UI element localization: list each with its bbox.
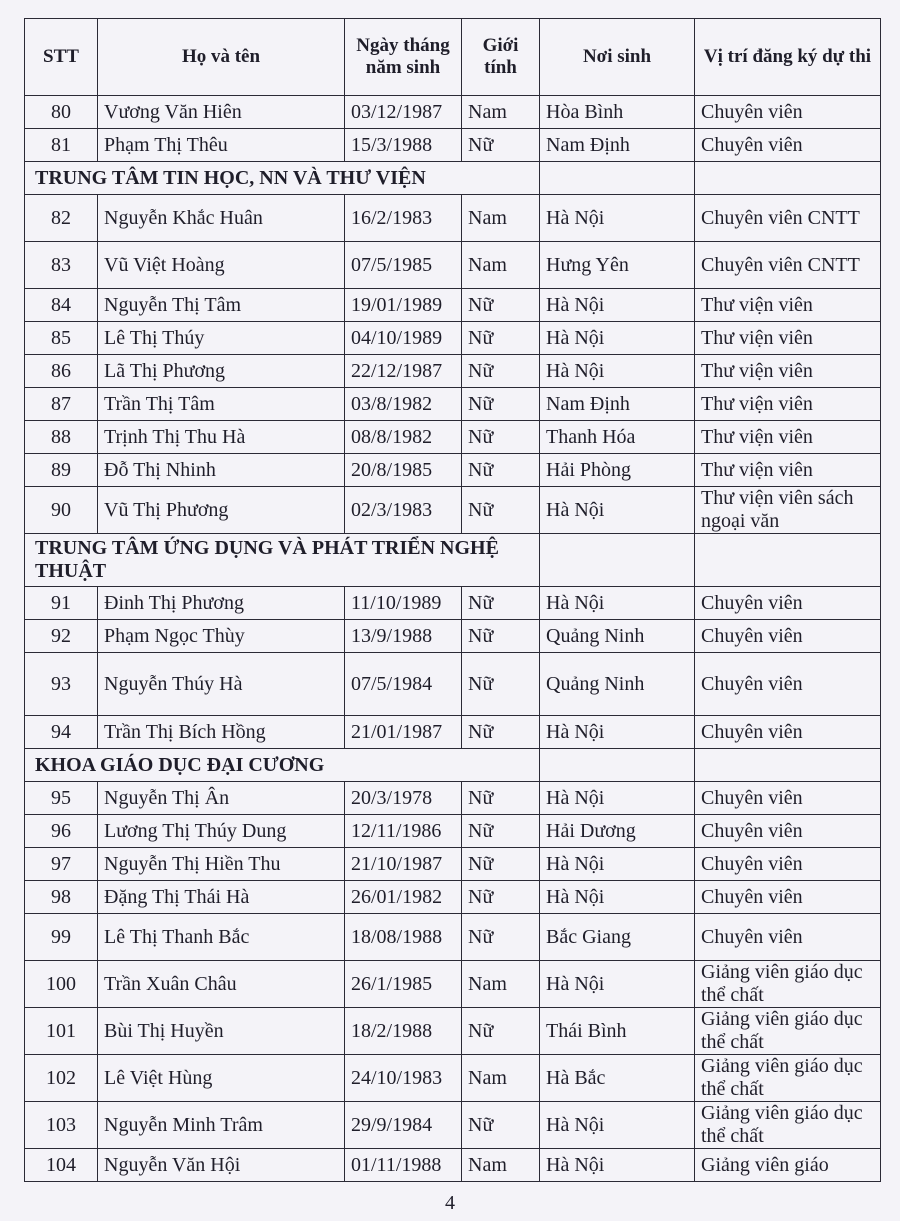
cell-stt: 100 <box>25 961 98 1008</box>
section-title: TRUNG TÂM TIN HỌC, NN VÀ THƯ VIỆN <box>25 162 540 195</box>
cell-stt: 93 <box>25 653 98 716</box>
cell-position: Giảng viên giáo dục thể chất <box>695 1055 881 1102</box>
table-row <box>25 1055 881 1102</box>
cell-stt: 94 <box>25 716 98 749</box>
table-row <box>25 653 881 716</box>
table-row <box>25 587 881 620</box>
cell-birthplace: Quảng Ninh <box>540 653 695 716</box>
cell-dob: 21/01/1987 <box>345 716 462 749</box>
cell-stt: 97 <box>25 848 98 881</box>
cell-birthplace: Hà Nội <box>540 782 695 815</box>
cell-birthplace: Thái Bình <box>540 1008 695 1055</box>
cell-gender: Nữ <box>462 487 540 534</box>
section-empty-birthplace <box>540 162 695 195</box>
cell-birthplace: Nam Định <box>540 129 695 162</box>
cell-stt: 84 <box>25 289 98 322</box>
table-body <box>25 96 881 1182</box>
table-row <box>25 487 881 534</box>
table-row <box>25 716 881 749</box>
cell-gender: Nam <box>462 1149 540 1182</box>
cell-position: Chuyên viên <box>695 815 881 848</box>
cell-birthplace: Hà Nội <box>540 1149 695 1182</box>
cell-name: Lã Thị Phương <box>98 355 345 388</box>
cell-name: Nguyễn Thị Ân <box>98 782 345 815</box>
cell-dob: 24/10/1983 <box>345 1055 462 1102</box>
cell-position: Giảng viên giáo dục thể chất <box>695 961 881 1008</box>
cell-birthplace: Hà Nội <box>540 587 695 620</box>
cell-birthplace: Hà Nội <box>540 289 695 322</box>
cell-position: Chuyên viên <box>695 653 881 716</box>
cell-position: Giảng viên giáo <box>695 1149 881 1182</box>
cell-name: Bùi Thị Huyền <box>98 1008 345 1055</box>
cell-dob: 12/11/1986 <box>345 815 462 848</box>
cell-position: Chuyên viên <box>695 587 881 620</box>
cell-stt: 104 <box>25 1149 98 1182</box>
table-row <box>25 195 881 242</box>
cell-position: Thư viện viên <box>695 355 881 388</box>
cell-position: Chuyên viên <box>695 620 881 653</box>
cell-gender: Nữ <box>462 421 540 454</box>
cell-stt: 103 <box>25 1102 98 1149</box>
section-empty-birthplace <box>540 749 695 782</box>
cell-stt: 96 <box>25 815 98 848</box>
cell-dob: 03/8/1982 <box>345 388 462 421</box>
cell-position: Giảng viên giáo dục thể chất <box>695 1102 881 1149</box>
cell-position: Chuyên viên <box>695 881 881 914</box>
table-row <box>25 914 881 961</box>
cell-stt: 88 <box>25 421 98 454</box>
cell-name: Lê Việt Hùng <box>98 1055 345 1102</box>
cell-name: Nguyễn Minh Trâm <box>98 1102 345 1149</box>
cell-gender: Nam <box>462 96 540 129</box>
cell-dob: 04/10/1989 <box>345 322 462 355</box>
section-empty-position <box>695 162 881 195</box>
cell-stt: 95 <box>25 782 98 815</box>
cell-birthplace: Hà Nội <box>540 881 695 914</box>
cell-gender: Nữ <box>462 388 540 421</box>
table-row <box>25 388 881 421</box>
cell-position: Chuyên viên <box>695 96 881 129</box>
cell-gender: Nữ <box>462 1008 540 1055</box>
cell-dob: 08/8/1982 <box>345 421 462 454</box>
cell-dob: 21/10/1987 <box>345 848 462 881</box>
cell-dob: 03/12/1987 <box>345 96 462 129</box>
cell-gender: Nam <box>462 242 540 289</box>
cell-name: Vũ Việt Hoàng <box>98 242 345 289</box>
header-birthplace: Nơi sinh <box>540 19 695 96</box>
header-name: Họ và tên <box>98 19 345 96</box>
cell-gender: Nữ <box>462 815 540 848</box>
cell-name: Đặng Thị Thái Hà <box>98 881 345 914</box>
cell-stt: 82 <box>25 195 98 242</box>
header-position: Vị trí đăng ký dự thi <box>695 19 881 96</box>
cell-birthplace: Hà Nội <box>540 848 695 881</box>
table-row <box>25 848 881 881</box>
cell-gender: Nữ <box>462 881 540 914</box>
cell-gender: Nữ <box>462 289 540 322</box>
cell-position: Chuyên viên <box>695 914 881 961</box>
table-row <box>25 815 881 848</box>
cell-position: Thư viện viên <box>695 322 881 355</box>
cell-stt: 101 <box>25 1008 98 1055</box>
cell-dob: 02/3/1983 <box>345 487 462 534</box>
section-row <box>25 534 881 587</box>
cell-name: Phạm Ngọc Thùy <box>98 620 345 653</box>
table-header-row <box>25 19 881 96</box>
cell-stt: 91 <box>25 587 98 620</box>
cell-gender: Nữ <box>462 914 540 961</box>
cell-gender: Nữ <box>462 355 540 388</box>
cell-birthplace: Hà Nội <box>540 1102 695 1149</box>
cell-dob: 01/11/1988 <box>345 1149 462 1182</box>
cell-name: Phạm Thị Thêu <box>98 129 345 162</box>
cell-position: Chuyên viên <box>695 848 881 881</box>
cell-birthplace: Hà Nội <box>540 355 695 388</box>
cell-stt: 87 <box>25 388 98 421</box>
cell-birthplace: Hà Bắc <box>540 1055 695 1102</box>
cell-birthplace: Thanh Hóa <box>540 421 695 454</box>
table-row <box>25 1149 881 1182</box>
table-row <box>25 782 881 815</box>
page-number: 4 <box>445 1192 455 1214</box>
cell-name: Đỗ Thị Nhinh <box>98 454 345 487</box>
cell-gender: Nam <box>462 1055 540 1102</box>
cell-position: Thư viện viên <box>695 289 881 322</box>
cell-gender: Nữ <box>462 587 540 620</box>
cell-dob: 26/01/1982 <box>345 881 462 914</box>
cell-dob: 20/3/1978 <box>345 782 462 815</box>
cell-name: Lê Thị Thanh Bắc <box>98 914 345 961</box>
table-row <box>25 355 881 388</box>
cell-gender: Nữ <box>462 322 540 355</box>
table-row <box>25 289 881 322</box>
cell-dob: 07/5/1985 <box>345 242 462 289</box>
cell-dob: 18/2/1988 <box>345 1008 462 1055</box>
cell-stt: 89 <box>25 454 98 487</box>
cell-birthplace: Quảng Ninh <box>540 620 695 653</box>
cell-dob: 20/8/1985 <box>345 454 462 487</box>
table-row <box>25 961 881 1008</box>
cell-name: Đinh Thị Phương <box>98 587 345 620</box>
cell-gender: Nữ <box>462 1102 540 1149</box>
cell-birthplace: Hà Nội <box>540 322 695 355</box>
cell-dob: 26/1/1985 <box>345 961 462 1008</box>
section-title: TRUNG TÂM ỨNG DỤNG VÀ PHÁT TRIỂN NGHỆ THUẬT <box>25 534 540 587</box>
cell-stt: 102 <box>25 1055 98 1102</box>
table-row <box>25 1102 881 1149</box>
cell-dob: 13/9/1988 <box>345 620 462 653</box>
cell-name: Trần Xuân Châu <box>98 961 345 1008</box>
cell-gender: Nam <box>462 961 540 1008</box>
cell-gender: Nữ <box>462 454 540 487</box>
cell-dob: 19/01/1989 <box>345 289 462 322</box>
cell-position: Thư viện viên <box>695 421 881 454</box>
cell-name: Trần Thị Tâm <box>98 388 345 421</box>
cell-name: Trịnh Thị Thu Hà <box>98 421 345 454</box>
candidate-table <box>24 18 881 1182</box>
cell-gender: Nữ <box>462 129 540 162</box>
cell-name: Nguyễn Thị Hiền Thu <box>98 848 345 881</box>
cell-stt: 81 <box>25 129 98 162</box>
cell-dob: 22/12/1987 <box>345 355 462 388</box>
cell-position: Chuyên viên <box>695 129 881 162</box>
cell-birthplace: Hà Nội <box>540 487 695 534</box>
cell-name: Lê Thị Thúy <box>98 322 345 355</box>
cell-name: Nguyễn Khắc Huân <box>98 195 345 242</box>
cell-gender: Nữ <box>462 782 540 815</box>
table-row <box>25 129 881 162</box>
cell-stt: 85 <box>25 322 98 355</box>
table-row <box>25 322 881 355</box>
cell-dob: 11/10/1989 <box>345 587 462 620</box>
table-row <box>25 421 881 454</box>
section-row <box>25 749 881 782</box>
cell-position: Chuyên viên <box>695 782 881 815</box>
header-gender: Giới tính <box>462 19 540 96</box>
cell-name: Nguyễn Thúy Hà <box>98 653 345 716</box>
cell-gender: Nữ <box>462 848 540 881</box>
table-row <box>25 1008 881 1055</box>
cell-birthplace: Hải Phòng <box>540 454 695 487</box>
section-empty-position <box>695 534 881 587</box>
cell-position: Thư viện viên sách ngoại văn <box>695 487 881 534</box>
cell-dob: 18/08/1988 <box>345 914 462 961</box>
cell-birthplace: Hòa Bình <box>540 96 695 129</box>
table-row <box>25 620 881 653</box>
table-row <box>25 242 881 289</box>
cell-stt: 98 <box>25 881 98 914</box>
cell-birthplace: Bắc Giang <box>540 914 695 961</box>
cell-dob: 15/3/1988 <box>345 129 462 162</box>
cell-birthplace: Hải Dương <box>540 815 695 848</box>
section-row <box>25 162 881 195</box>
cell-stt: 92 <box>25 620 98 653</box>
cell-gender: Nữ <box>462 653 540 716</box>
cell-name: Lương Thị Thúy Dung <box>98 815 345 848</box>
table-row <box>25 881 881 914</box>
section-empty-birthplace <box>540 534 695 587</box>
cell-name: Vũ Thị Phương <box>98 487 345 534</box>
cell-position: Giảng viên giáo dục thể chất <box>695 1008 881 1055</box>
cell-name: Nguyễn Văn Hội <box>98 1149 345 1182</box>
section-title: KHOA GIÁO DỤC ĐẠI CƯƠNG <box>25 749 540 782</box>
cell-gender: Nữ <box>462 620 540 653</box>
cell-birthplace: Hưng Yên <box>540 242 695 289</box>
cell-stt: 90 <box>25 487 98 534</box>
cell-stt: 80 <box>25 96 98 129</box>
cell-stt: 99 <box>25 914 98 961</box>
section-empty-position <box>695 749 881 782</box>
cell-gender: Nữ <box>462 716 540 749</box>
cell-dob: 16/2/1983 <box>345 195 462 242</box>
table-row <box>25 454 881 487</box>
header-dob: Ngày tháng năm sinh <box>345 19 462 96</box>
cell-position: Chuyên viên CNTT <box>695 195 881 242</box>
cell-gender: Nam <box>462 195 540 242</box>
cell-stt: 86 <box>25 355 98 388</box>
table-row <box>25 96 881 129</box>
cell-position: Thư viện viên <box>695 388 881 421</box>
cell-position: Chuyên viên CNTT <box>695 242 881 289</box>
header-stt: STT <box>25 19 98 96</box>
cell-stt: 83 <box>25 242 98 289</box>
cell-position: Chuyên viên <box>695 716 881 749</box>
cell-name: Nguyễn Thị Tâm <box>98 289 345 322</box>
cell-dob: 29/9/1984 <box>345 1102 462 1149</box>
cell-position: Thư viện viên <box>695 454 881 487</box>
cell-birthplace: Hà Nội <box>540 195 695 242</box>
cell-dob: 07/5/1984 <box>345 653 462 716</box>
cell-birthplace: Nam Định <box>540 388 695 421</box>
cell-birthplace: Hà Nội <box>540 961 695 1008</box>
cell-name: Trần Thị Bích Hồng <box>98 716 345 749</box>
cell-birthplace: Hà Nội <box>540 716 695 749</box>
cell-name: Vương Văn Hiên <box>98 96 345 129</box>
